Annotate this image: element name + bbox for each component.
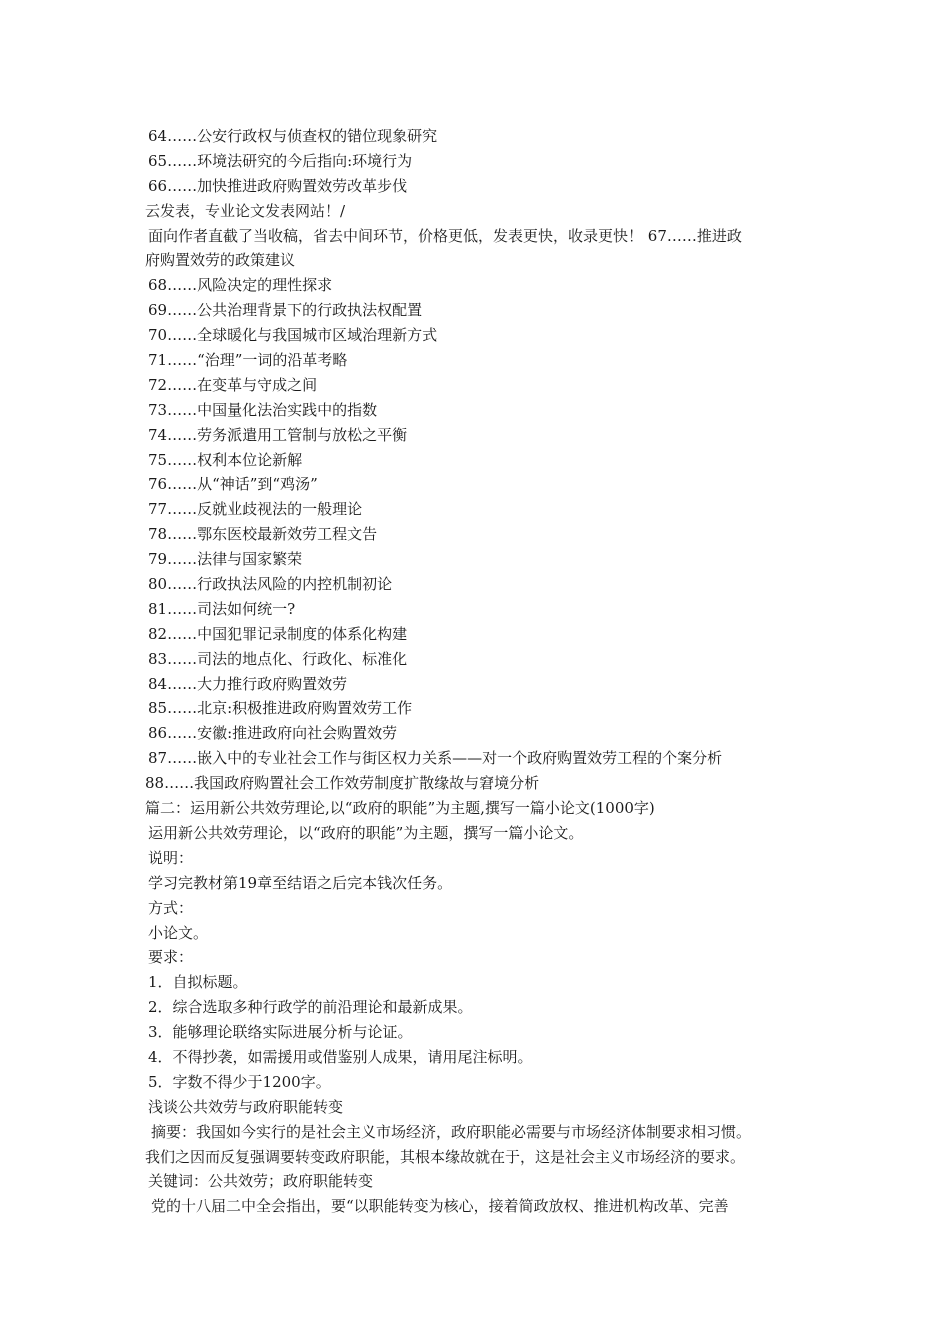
text-line: 82……中国犯罪记录制度的体系化构建 <box>148 624 408 643</box>
text-line: 要求： <box>148 948 194 967</box>
text-line: 方式： <box>148 898 194 917</box>
text-line: 64……公安行政权与侦查权的错位现象研究 <box>148 127 438 145</box>
text-line: 浅谈公共效劳与政府职能转变 <box>148 1097 344 1116</box>
text-line: 76……从“神话”到“鸡汤” <box>148 475 318 494</box>
text-line: 65……环境法研究的今后指向:环境行为 <box>148 151 413 170</box>
text-line: 86……安徽:推进政府向社会购置效劳 <box>148 724 398 743</box>
text-line: 85……北京:积极推进政府购置效劳工作 <box>148 699 413 718</box>
text-line: 79……法律与国家繁荣 <box>148 550 303 569</box>
text-line: 72……在变革与守成之间 <box>148 375 318 394</box>
text-line: 70……全球暖化与我国城市区域治理新方式 <box>148 326 438 345</box>
text-line: 府购置效劳的政策建议 <box>145 251 296 270</box>
text-line: 77……反就业歧视法的一般理论 <box>148 500 363 519</box>
text-line: 党的十八届二中全会指出，要“以职能转变为核心，接着简政放权、推进机构改革、完善 <box>151 1197 729 1216</box>
text-line: 88……我国政府购置社会工作效劳制度扩散缘故与窘境分析 <box>145 774 540 793</box>
document-body <box>145 124 825 1219</box>
text-line: 68……风险决定的理性探求 <box>148 276 333 295</box>
text-line: 83……司法的地点化、行政化、标准化 <box>148 649 408 668</box>
text-line: 66……加快推进政府购置效劳改革步伐 <box>148 176 408 195</box>
text-line: 1．自拟标题。 <box>148 973 248 992</box>
text-line: 5．字数不得少于1200字。 <box>148 1072 331 1091</box>
text-line: 74……劳务派遣用工管制与放松之平衡 <box>148 425 408 444</box>
text-line: 80……行政执法风险的内控机制初论 <box>148 575 393 594</box>
text-line: 4．不得抄袭，如需援用或借鉴别人成果，请用尾注标明。 <box>148 1047 533 1066</box>
text-line: 学习完教材第19章至结语之后完本钱次任务。 <box>148 873 453 892</box>
text-line: 小论文。 <box>148 923 209 942</box>
text-line: 篇二：运用新公共效劳理论,以“政府的职能”为主题,撰写一篇小论文(1000字) <box>145 799 655 818</box>
text-line: 2．综合选取多种行政学的前沿理论和最新成果。 <box>148 998 473 1017</box>
text-line: 我们之因而反复强调要转变政府职能，其根本缘故就在于，这是社会主义市场经济的要求。 <box>145 1147 746 1166</box>
text-line: 81……司法如何统一? <box>148 599 296 618</box>
text-line: 关键词：公共效劳；政府职能转变 <box>148 1172 374 1191</box>
text-line: 3．能够理论联络实际进展分析与论证。 <box>148 1023 413 1042</box>
text-line: 75……权利本位论新解 <box>148 450 303 469</box>
text-line: 运用新公共效劳理论，以“政府的职能”为主题，撰写一篇小论文。 <box>148 823 584 842</box>
text-line: 71……“治理”一词的沿革考略 <box>148 351 348 370</box>
text-line: 73……中国量化法治实践中的指数 <box>148 400 378 419</box>
text-line: 云发表，专业论文发表网站！/ <box>145 201 346 220</box>
text-line: 84……大力推行政府购置效劳 <box>148 674 348 693</box>
text-line: 87……嵌入中的专业社会工作与街区权力关系——对一个政府购置效劳工程的个案分析 <box>148 749 723 768</box>
text-line: 78……鄂东医校最新效劳工程文告 <box>148 525 378 544</box>
text-line: 摘要：我国如今实行的是社会主义市场经济，政府职能必需要与市场经济体制要求相习惯。 <box>151 1122 752 1141</box>
text-line: 69……公共治理背景下的行政执法权配置 <box>148 301 423 320</box>
text-line: 说明： <box>148 848 194 867</box>
text-line: 面向作者直截了当收稿，省去中间环节，价格更低，发表更快，收录更快！ 67……推进政 <box>148 226 742 245</box>
